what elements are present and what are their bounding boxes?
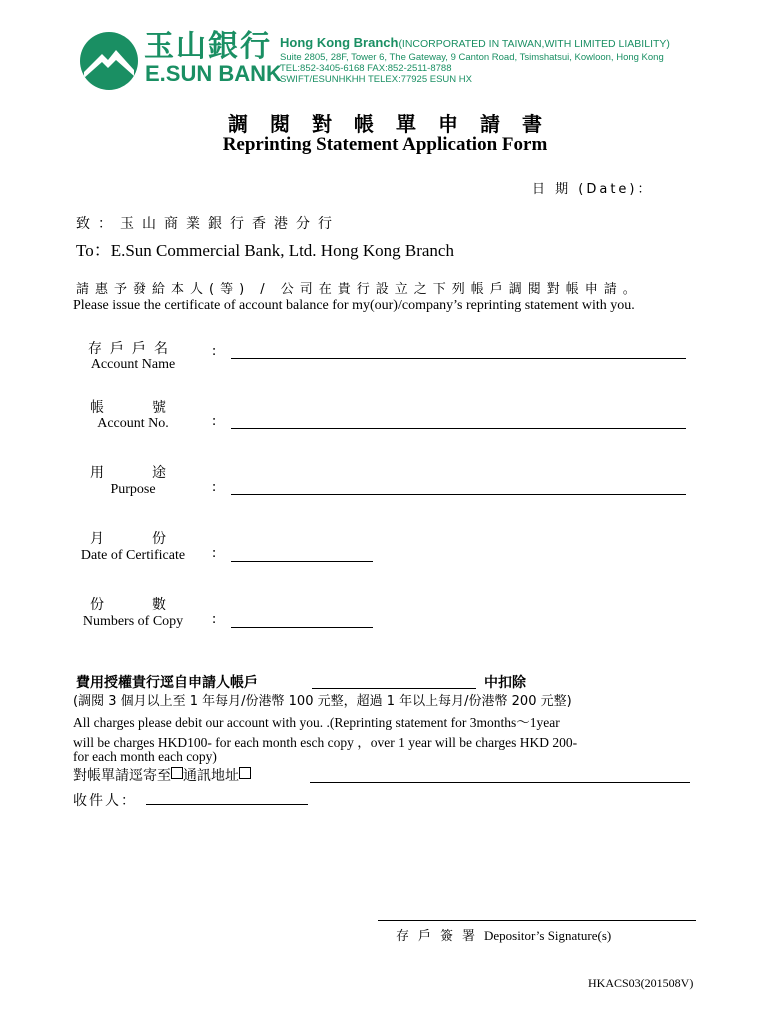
incorporation-note: (INCORPORATED IN TAIWAN,WITH LIMITED LIABILITY): [398, 38, 670, 50]
fee-detail-en-1: All charges please debit our account with you. .(Reprinting statement for 3months～1year: [73, 715, 560, 730]
mailing-line: [73, 765, 251, 785]
recipient-field[interactable]: [146, 804, 308, 805]
bank-name-en: E.SUN BANK: [145, 61, 282, 86]
debit-account-field[interactable]: [312, 688, 476, 689]
account-no-field[interactable]: [231, 428, 686, 429]
month-colon: :: [212, 545, 217, 561]
fee-detail-en-2: will be charges HKD100- for each month esch copy ，over 1 year will be charges HKD 200-: [73, 735, 578, 750]
fee-authorization-tail-cn: 中扣除: [484, 675, 526, 691]
account-no-label-en: Account No.: [97, 416, 169, 431]
signature-line[interactable]: [378, 920, 696, 921]
request-text-cn: 請惠予發給本人(等) / 公司在貴行設立之下列帳戶調閱對帳申請。: [76, 282, 642, 297]
bank-name-cn: 玉山銀行: [144, 29, 272, 64]
account-name-field[interactable]: [231, 358, 686, 359]
fee-detail-en-3: for each month each copy): [73, 749, 217, 764]
other-address-checkbox[interactable]: [239, 767, 251, 779]
addressee-cn: 致：玉山商業銀行香港分行: [76, 216, 340, 232]
purpose-label-en: Purpose: [110, 482, 156, 497]
recipient-label: 收件人：: [73, 793, 137, 809]
purpose-label-cn: 用途: [90, 465, 214, 481]
mailing-address-checkbox[interactable]: [171, 767, 183, 779]
copies-colon: :: [212, 611, 217, 627]
addressee-en: To：E.Sun Commercial Bank, Ltd. Hong Kong Branch: [76, 241, 454, 260]
account-name-label-en: Account Name: [90, 357, 176, 372]
copies-field[interactable]: [231, 627, 373, 628]
mailing-option-label: 通訊地址: [183, 768, 239, 784]
account-name-colon: :: [212, 343, 217, 359]
purpose-colon: :: [212, 479, 217, 495]
fee-authorization-cn: 費用授權貴行逕自申請人帳戶: [76, 675, 258, 691]
month-field[interactable]: [231, 561, 373, 562]
month-label-en: Date of Certificate: [80, 548, 186, 563]
form-title-en: Reprinting Statement Application Form: [222, 134, 548, 155]
request-text-en: Please issue the certificate of account balance for my(our)/company’s reprinting statement with you.: [73, 298, 635, 313]
branch-name: Hong Kong Branch: [280, 35, 399, 50]
mailing-prefix: 對帳單請逕寄至: [73, 768, 171, 784]
fee-detail-cn: (調閱 3 個月以上至 1 年每月/份港幣 100 元整，超過 1 年以上每月/份港幣 200 元整): [73, 694, 572, 709]
purpose-field[interactable]: [231, 494, 686, 495]
form-code: HKACS03(201508V): [588, 976, 694, 990]
account-name-label-cn: 存戶戶名: [88, 341, 176, 357]
signature-label-en: Depositor’s Signature(s): [484, 928, 612, 943]
signature-label: [396, 925, 611, 944]
signature-label-cn: 存戶簽署: [396, 929, 485, 944]
account-no-label-cn: 帳號: [90, 400, 214, 416]
other-address-field[interactable]: [310, 782, 690, 783]
form-title-cn: 調閱對帳單申請書: [228, 112, 564, 136]
month-label-cn: 月份: [90, 531, 214, 547]
date-label: 日 期 (Date)：: [532, 182, 654, 197]
copies-label-cn: 份數: [90, 597, 214, 613]
branch-heading: [280, 36, 670, 51]
branch-phone-fax: TEL:852-3405-6168 FAX:852-2511-8788: [280, 63, 452, 74]
branch-swift-telex: SWIFT/ESUNHKHH TELEX:77925 ESUN HX: [280, 74, 472, 85]
account-no-colon: :: [212, 413, 217, 429]
copies-label-en: Numbers of Copy: [82, 614, 184, 629]
bank-logo: [80, 32, 138, 90]
branch-address: Suite 2805, 28F, Tower 6, The Gateway, 9 Canton Road, Tsimshatsui, Kowloon, Hong Kong: [280, 52, 664, 63]
